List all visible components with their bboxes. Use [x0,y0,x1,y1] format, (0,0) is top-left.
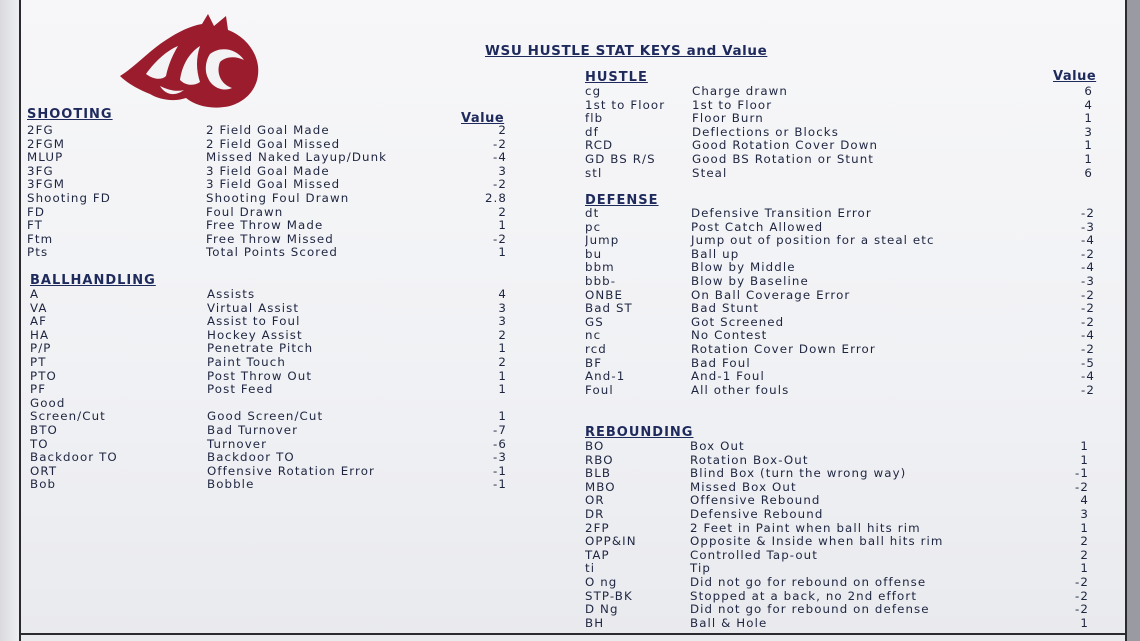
key-row [585,167,1100,181]
key-row [585,289,1100,303]
key-value: 3 [498,163,507,178]
shooting-value-heading: Value [461,111,505,126]
key-code: ti [585,562,596,576]
key-value: -1 [493,477,507,492]
key-value: -2 [493,177,507,192]
key-description: Box Out [690,439,745,453]
key-row [585,590,1100,604]
key-code: OPP&IN [585,535,637,549]
key-value: 2 [1080,547,1089,562]
key-value: -2 [493,231,507,246]
key-code: RCD [585,139,614,153]
key-code: bbb- [585,274,617,288]
key-description: Offensive Rebound [690,493,821,508]
key-row [27,151,517,165]
key-code: TO [30,437,49,451]
key-description: 3 Field Goal Made [206,163,330,178]
key-row [27,178,517,192]
key-code: 3FG [27,164,54,178]
key-code: Bob [30,478,57,492]
key-code: bbm [585,261,615,275]
key-row [27,246,517,260]
key-code: BF [585,356,603,370]
key-row [30,315,520,329]
key-description: Defensive Transition Error [691,206,872,220]
key-description: Post Catch Allowed [691,219,824,234]
key-code: pc [585,220,602,234]
key-row [30,478,520,492]
key-row [585,261,1100,275]
bottom-border-line [19,633,1127,635]
key-description: Turnover [207,436,268,451]
key-description: Foul Drawn [206,204,284,219]
key-row [585,440,1100,454]
key-row [30,410,520,424]
key-code: STP-BK [585,589,633,603]
key-value: -1 [1075,466,1089,481]
key-row [30,438,520,452]
left-border-line [19,0,21,641]
key-code: GS [585,315,604,329]
key-value: 6 [1084,84,1093,98]
key-code: HA [30,328,50,342]
key-description: 2 Feet in Paint when ball hits rim [690,520,921,535]
key-value: 3 [1080,506,1089,521]
key-value: 1 [1080,439,1089,453]
key-value: -7 [493,422,507,437]
wsu-cougar-logo-icon [116,10,264,110]
key-description: Missed Naked Layup/Dunk [206,150,388,165]
key-description: Rotation Box-Out [690,452,809,467]
key-row [585,481,1100,495]
key-row [30,424,520,438]
hustle-table [585,85,1100,180]
key-description: Virtual Assist [207,300,300,315]
key-description: Backdoor TO [207,450,295,465]
key-description: Shooting Foul Drawn [206,190,350,205]
key-description: Bad Foul [691,355,751,370]
key-description: Rotation Cover Down Error [691,341,876,356]
key-description: Did not go for rebound on defense [690,602,930,617]
key-row [27,165,517,179]
key-value: 1 [1084,111,1093,126]
key-description: And-1 Foul [691,369,765,384]
key-description: Good Screen/Cut [207,409,324,424]
key-row [585,329,1100,343]
key-row [30,356,520,370]
key-row [585,467,1100,481]
key-value: -2 [1075,602,1089,617]
key-value: -4 [1081,233,1095,248]
key-value: 2 [498,204,507,219]
key-code: PT [30,355,47,369]
key-value: 6 [1084,165,1093,180]
key-description: Got Screened [691,314,785,329]
key-description: Good BS Rotation or Stunt [692,151,875,166]
key-row [30,370,520,384]
key-value: 3 [498,300,507,315]
key-row [30,288,520,302]
key-description: Opposite & Inside when ball hits rim [690,534,944,549]
key-code: Screen/Cut [30,410,106,424]
key-code: TAP [585,548,610,562]
key-row [585,617,1100,631]
key-row [30,465,520,479]
key-code: MBO [585,480,616,494]
key-description: No Contest [691,328,768,343]
key-description: Blow by Middle [691,260,796,275]
key-description: Post Throw Out [207,368,313,383]
key-value: 4 [498,287,507,301]
shooting-table [27,124,517,260]
key-row [585,302,1100,316]
key-description: 2 Field Goal Missed [206,136,341,151]
key-row [585,562,1100,576]
key-code: MLUP [27,151,64,165]
key-code: PF [30,383,47,397]
key-description: Hockey Assist [207,327,303,342]
key-row [585,207,1100,221]
key-value: 2 [1080,534,1089,549]
key-description: 3 Field Goal Missed [206,177,341,192]
ballhandling-heading: BALLHANDLING [30,273,156,288]
key-description: 2 Field Goal Made [206,123,330,137]
key-code: BO [585,440,605,453]
key-description: Did not go for rebound on offense [690,574,927,589]
key-row [585,370,1100,384]
key-row [585,234,1100,248]
key-code: RBO [585,453,614,467]
key-row [585,139,1100,153]
key-row [585,221,1100,235]
key-row [585,85,1100,99]
key-value: -2 [1081,382,1095,397]
key-description: Paint Touch [207,354,286,369]
key-code: DR [585,507,605,521]
key-code: BLB [585,467,612,481]
key-description: Offensive Rotation Error [207,463,375,478]
key-row [585,275,1100,289]
key-description: Ball & Hole [690,615,768,630]
key-description: Deflections or Blocks [692,124,839,139]
key-row [585,454,1100,468]
rebounding-heading: REBOUNDING [585,425,694,440]
key-value: -2 [1081,341,1095,356]
key-description: Free Throw Missed [206,231,334,246]
key-value: -2 [1081,206,1095,220]
key-row [585,316,1100,330]
key-code: BH [585,616,605,630]
key-code: A [30,288,40,301]
defense-heading: DEFENSE [585,193,659,208]
key-description: Ball up [691,246,740,261]
key-row [27,233,517,247]
key-code: nc [585,329,602,343]
key-description: 1st to Floor [692,97,773,112]
key-code: flb [585,112,604,126]
key-code: ONBE [585,288,624,302]
key-value: -1 [493,463,507,478]
key-code: PTO [30,369,57,383]
key-description: Post Feed [207,382,274,397]
key-value: -2 [1075,574,1089,589]
key-value: 1 [498,341,507,356]
key-code: stl [585,166,603,180]
key-row [27,206,517,220]
key-description: Free Throw Made [206,218,324,233]
key-row [30,383,520,397]
key-value: -2 [493,136,507,151]
key-row [27,124,517,138]
key-value: 1 [1080,520,1089,535]
key-code: FT [27,219,43,233]
key-description: Steal [692,165,728,180]
key-row [30,397,520,411]
key-code: Ftm [27,232,54,246]
key-row [30,329,520,343]
key-description: Bobble [207,477,255,492]
key-code: ORT [30,464,58,478]
key-value: 1 [498,245,507,260]
key-value: 1 [498,409,507,424]
key-value: -4 [493,150,507,165]
hustle-value-heading: Value [1053,69,1097,84]
key-description: Jump out of position for a steal etc [691,233,935,248]
key-description: Good Rotation Cover Down [692,138,879,153]
key-code: cg [585,85,602,98]
key-code: And-1 [585,370,626,384]
defense-table [585,207,1100,397]
key-value: 4 [1084,97,1093,112]
key-value: -3 [1081,219,1095,234]
key-row [30,302,520,316]
key-value: -2 [1081,301,1095,316]
key-row [585,99,1100,113]
key-code: Jump [585,234,620,248]
key-code: Bad ST [585,302,633,316]
key-value: 1 [1080,615,1089,630]
key-row [585,343,1100,357]
key-value: 2 [498,354,507,369]
key-value: -2 [1075,588,1089,603]
key-value: 3 [1084,124,1093,139]
key-code: Foul [585,383,614,397]
key-description: Controlled Tap-out [690,547,818,562]
key-description: Tip [690,561,711,576]
rebounding-table [585,440,1100,630]
key-code: FD [27,205,46,219]
key-value: 2 [498,327,507,342]
key-code: bu [585,247,603,261]
key-value: 4 [1080,493,1089,508]
key-description: Floor Burn [692,111,764,126]
key-value: 3 [498,314,507,329]
key-value: -5 [1081,355,1095,370]
key-description: All other fouls [691,382,790,397]
key-value: 1 [1084,151,1093,166]
key-code: D Ng [585,603,619,617]
key-description: Penetrate Pitch [207,341,314,356]
key-value: 1 [1084,138,1093,153]
key-row [585,357,1100,371]
key-row [585,576,1100,590]
key-description: Assist to Foul [207,314,301,329]
key-value: 1 [1080,561,1089,576]
key-row [27,192,517,206]
hustle-heading: HUSTLE [585,70,648,85]
key-row [585,603,1100,617]
key-value: 1 [498,218,507,233]
key-row [585,549,1100,563]
page-title: WSU HUSTLE STAT KEYS and Value [485,43,768,59]
key-value: 1 [1080,452,1089,467]
key-description: Blow by Baseline [691,273,809,288]
key-code: 2FGM [27,137,66,151]
key-value: 1 [498,382,507,397]
key-row [585,126,1100,140]
key-code: Good [30,396,66,410]
key-value: -4 [1081,369,1095,384]
key-row [585,494,1100,508]
key-value: 2.8 [484,190,507,205]
key-value: -2 [1081,314,1095,329]
key-code: AF [30,315,48,329]
key-row [585,248,1100,262]
key-code: Backdoor TO [30,451,118,465]
key-code: 2FP [585,521,610,535]
key-description: Blind Box (turn the wrong way) [690,466,907,481]
paper-left-margin [0,0,19,641]
key-code: 1st to Floor [585,98,666,112]
key-description: Stopped at a back, no 2nd effort [690,588,918,603]
key-code: GD BS R/S [585,152,656,166]
key-value: -2 [1081,287,1095,302]
key-description: Bad Stunt [691,301,760,316]
key-description: Bad Turnover [207,422,299,437]
ballhandling-table [30,288,520,492]
key-value: -6 [493,436,507,451]
key-row [585,522,1100,536]
key-code: df [585,125,599,139]
key-description: Total Points Scored [206,245,338,260]
key-description: On Ball Coverage Error [691,287,851,302]
key-row [585,384,1100,398]
key-code: VA [30,301,48,315]
key-description: Missed Box Out [690,479,797,494]
key-row [30,451,520,465]
key-value: -4 [1081,328,1095,343]
key-code: rcd [585,342,607,356]
key-code: Shooting FD [27,191,111,205]
key-value: -2 [1081,246,1095,261]
key-code: Pts [27,246,49,260]
key-value: 2 [498,123,507,137]
key-code: OR [585,494,605,508]
key-description: Defensive Rebound [690,506,824,521]
key-code: O ng [585,575,618,589]
key-value: -3 [493,450,507,465]
key-code: dt [585,207,600,220]
key-value: -3 [1081,273,1095,288]
key-row [27,219,517,233]
key-value: -4 [1081,260,1095,275]
key-row [585,535,1100,549]
key-row [585,508,1100,522]
key-row [585,153,1100,167]
key-code: 2FG [27,124,54,137]
key-code: 3FGM [27,178,66,192]
key-description: Assists [207,287,256,301]
key-value: 1 [498,368,507,383]
paper-right-edge [1127,0,1140,641]
key-value: -2 [1075,479,1089,494]
shooting-heading: SHOOTING [27,107,113,122]
key-code: P/P [30,342,52,356]
key-code: BTO [30,423,58,437]
key-row [585,112,1100,126]
key-description: Charge drawn [692,84,788,98]
key-row [27,138,517,152]
key-row [30,342,520,356]
